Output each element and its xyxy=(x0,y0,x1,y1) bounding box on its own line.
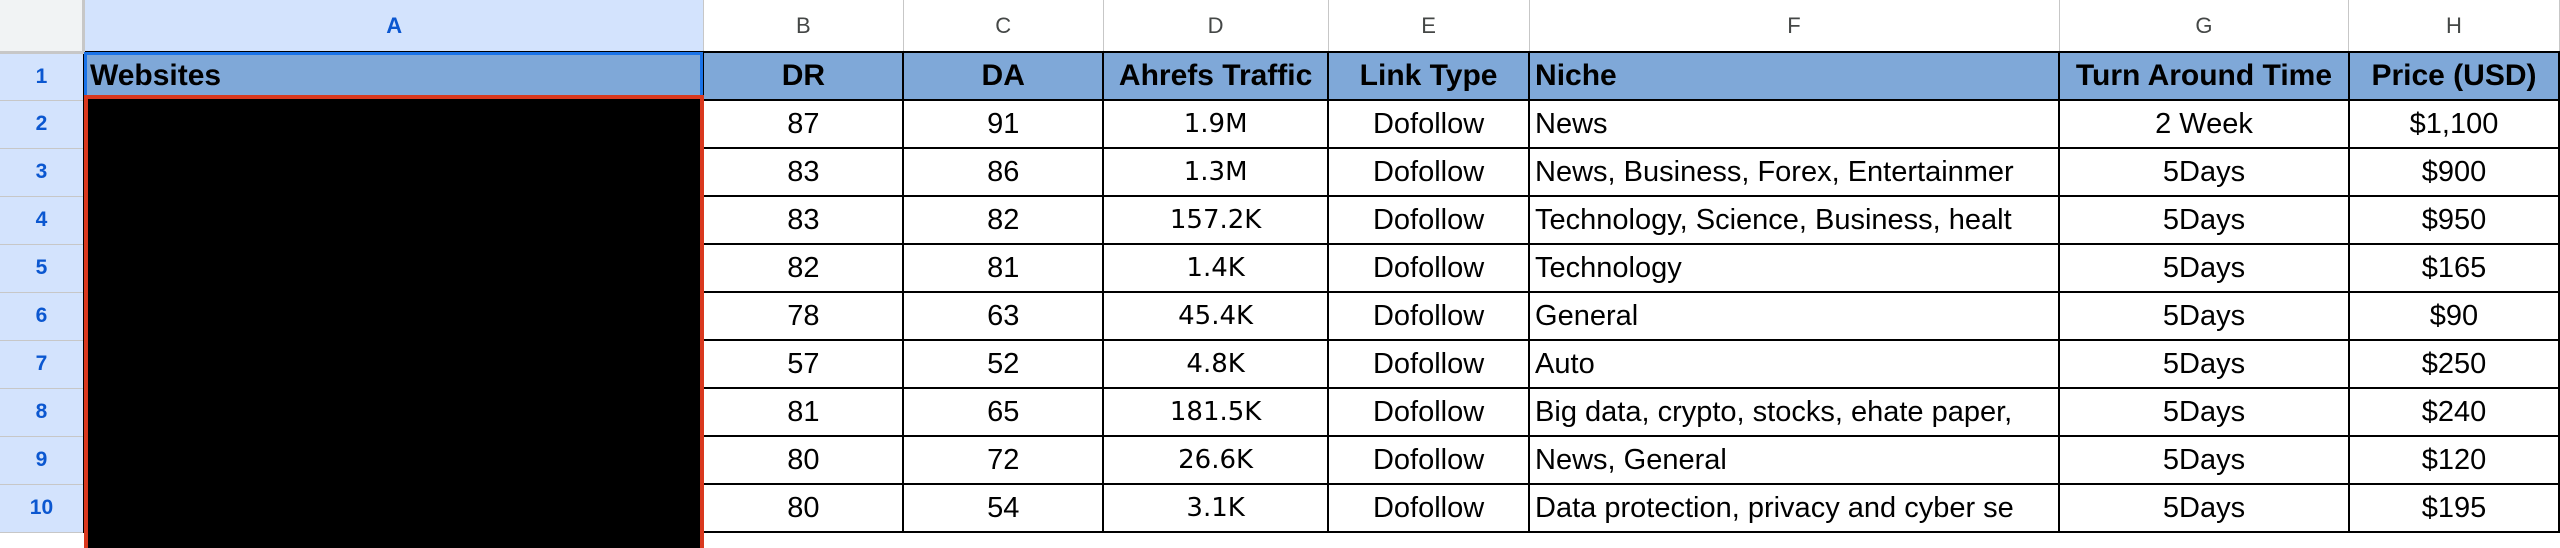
dr-cell[interactable]: 78 xyxy=(703,292,903,340)
price-cell[interactable]: $250 xyxy=(2349,340,2559,388)
turnaround-cell[interactable]: 2 Week xyxy=(2059,100,2349,148)
row-header[interactable]: 9 xyxy=(0,436,84,484)
price-cell[interactable]: $165 xyxy=(2349,244,2559,292)
row-header[interactable]: 8 xyxy=(0,388,84,436)
select-all-corner[interactable] xyxy=(0,0,84,52)
da-cell[interactable]: 54 xyxy=(903,484,1103,532)
redaction-box xyxy=(84,95,704,548)
turnaround-cell[interactable]: 5Days xyxy=(2059,388,2349,436)
dr-cell[interactable]: 57 xyxy=(703,340,903,388)
niche-cell[interactable]: Big data, crypto, stocks, ehate paper, xyxy=(1529,388,2059,436)
link-type-cell[interactable]: Dofollow xyxy=(1328,484,1529,532)
row-header[interactable]: 7 xyxy=(0,340,84,388)
dr-cell[interactable]: 81 xyxy=(703,388,903,436)
niche-cell[interactable]: Technology xyxy=(1529,244,2059,292)
price-header-cell[interactable]: Price (USD) xyxy=(2349,52,2559,100)
da-cell[interactable]: 86 xyxy=(903,148,1103,196)
turnaround-cell[interactable]: 5Days xyxy=(2059,196,2349,244)
link-type-cell[interactable]: Dofollow xyxy=(1328,148,1529,196)
traffic-cell[interactable]: 26.6K xyxy=(1103,436,1328,484)
link-type-cell[interactable]: Dofollow xyxy=(1328,292,1529,340)
turnaround-cell[interactable]: 5Days xyxy=(2059,436,2349,484)
da-cell[interactable]: 91 xyxy=(903,100,1103,148)
row-header[interactable]: 4 xyxy=(0,196,84,244)
da-cell[interactable]: 81 xyxy=(903,244,1103,292)
price-cell[interactable]: $1,100 xyxy=(2349,100,2559,148)
price-cell[interactable]: $90 xyxy=(2349,292,2559,340)
dr-cell[interactable]: 83 xyxy=(703,196,903,244)
row-header[interactable]: 3 xyxy=(0,148,84,196)
link-type-cell[interactable]: Dofollow xyxy=(1328,244,1529,292)
column-header-g[interactable]: G xyxy=(2059,0,2349,52)
da-cell[interactable]: 63 xyxy=(903,292,1103,340)
turnaround-cell[interactable]: 5Days xyxy=(2059,148,2349,196)
link-type-cell[interactable]: Dofollow xyxy=(1328,340,1529,388)
dr-cell[interactable]: 87 xyxy=(703,100,903,148)
column-header-row xyxy=(0,0,2559,52)
link-type-header-cell[interactable]: Link Type xyxy=(1328,52,1529,100)
da-cell[interactable]: 65 xyxy=(903,388,1103,436)
traffic-cell[interactable]: 45.4K xyxy=(1103,292,1328,340)
niche-cell[interactable]: General xyxy=(1529,292,2059,340)
niche-cell[interactable]: News xyxy=(1529,100,2059,148)
dr-cell[interactable]: 80 xyxy=(703,436,903,484)
price-cell[interactable]: $195 xyxy=(2349,484,2559,532)
turnaround-cell[interactable]: 5Days xyxy=(2059,340,2349,388)
turnaround-header-cell[interactable]: Turn Around Time xyxy=(2059,52,2349,100)
price-cell[interactable]: $900 xyxy=(2349,148,2559,196)
da-cell[interactable]: 82 xyxy=(903,196,1103,244)
column-header-c[interactable]: C xyxy=(903,0,1103,52)
column-header-b[interactable]: B xyxy=(703,0,903,52)
row-header[interactable]: 6 xyxy=(0,292,84,340)
traffic-cell[interactable]: 157.2K xyxy=(1103,196,1328,244)
price-cell[interactable]: $120 xyxy=(2349,436,2559,484)
dr-cell[interactable]: 83 xyxy=(703,148,903,196)
link-type-cell[interactable]: Dofollow xyxy=(1328,100,1529,148)
traffic-cell[interactable]: 181.5K xyxy=(1103,388,1328,436)
traffic-cell[interactable]: 1.4K xyxy=(1103,244,1328,292)
link-type-cell[interactable]: Dofollow xyxy=(1328,436,1529,484)
row-header[interactable]: 10 xyxy=(0,484,84,532)
price-cell[interactable]: $950 xyxy=(2349,196,2559,244)
table-header-row xyxy=(0,52,2559,100)
link-type-cell[interactable]: Dofollow xyxy=(1328,196,1529,244)
traffic-cell[interactable]: 4.8K xyxy=(1103,340,1328,388)
da-cell[interactable]: 52 xyxy=(903,340,1103,388)
dr-cell[interactable]: 82 xyxy=(703,244,903,292)
turnaround-cell[interactable]: 5Days xyxy=(2059,292,2349,340)
turnaround-cell[interactable]: 5Days xyxy=(2059,484,2349,532)
traffic-cell[interactable]: 1.3M xyxy=(1103,148,1328,196)
link-type-cell[interactable]: Dofollow xyxy=(1328,388,1529,436)
column-header-h[interactable]: H xyxy=(2349,0,2559,52)
column-header-d[interactable]: D xyxy=(1103,0,1328,52)
da-header-cell[interactable]: DA xyxy=(903,52,1103,100)
dr-header-cell[interactable]: DR xyxy=(703,52,903,100)
niche-cell[interactable]: News, Business, Forex, Entertainmer xyxy=(1529,148,2059,196)
column-header-f[interactable]: F xyxy=(1529,0,2059,52)
traffic-cell[interactable]: 3.1K xyxy=(1103,484,1328,532)
row-header[interactable]: 5 xyxy=(0,244,84,292)
niche-header-cell[interactable]: Niche xyxy=(1529,52,2059,100)
niche-cell[interactable]: Technology, Science, Business, healt xyxy=(1529,196,2059,244)
price-cell[interactable]: $240 xyxy=(2349,388,2559,436)
dr-cell[interactable]: 80 xyxy=(703,484,903,532)
niche-cell[interactable]: News, General xyxy=(1529,436,2059,484)
row-header[interactable]: 2 xyxy=(0,100,84,148)
turnaround-cell[interactable]: 5Days xyxy=(2059,244,2349,292)
niche-cell[interactable]: Data protection, privacy and cyber se xyxy=(1529,484,2059,532)
niche-cell[interactable]: Auto xyxy=(1529,340,2059,388)
da-cell[interactable]: 72 xyxy=(903,436,1103,484)
column-header-a[interactable]: A xyxy=(84,0,704,52)
websites-header-cell[interactable]: Websites xyxy=(84,52,704,100)
column-header-e[interactable]: E xyxy=(1328,0,1529,52)
traffic-header-cell[interactable]: Ahrefs Traffic xyxy=(1103,52,1328,100)
row-header[interactable]: 1 xyxy=(0,52,84,100)
traffic-cell[interactable]: 1.9M xyxy=(1103,100,1328,148)
